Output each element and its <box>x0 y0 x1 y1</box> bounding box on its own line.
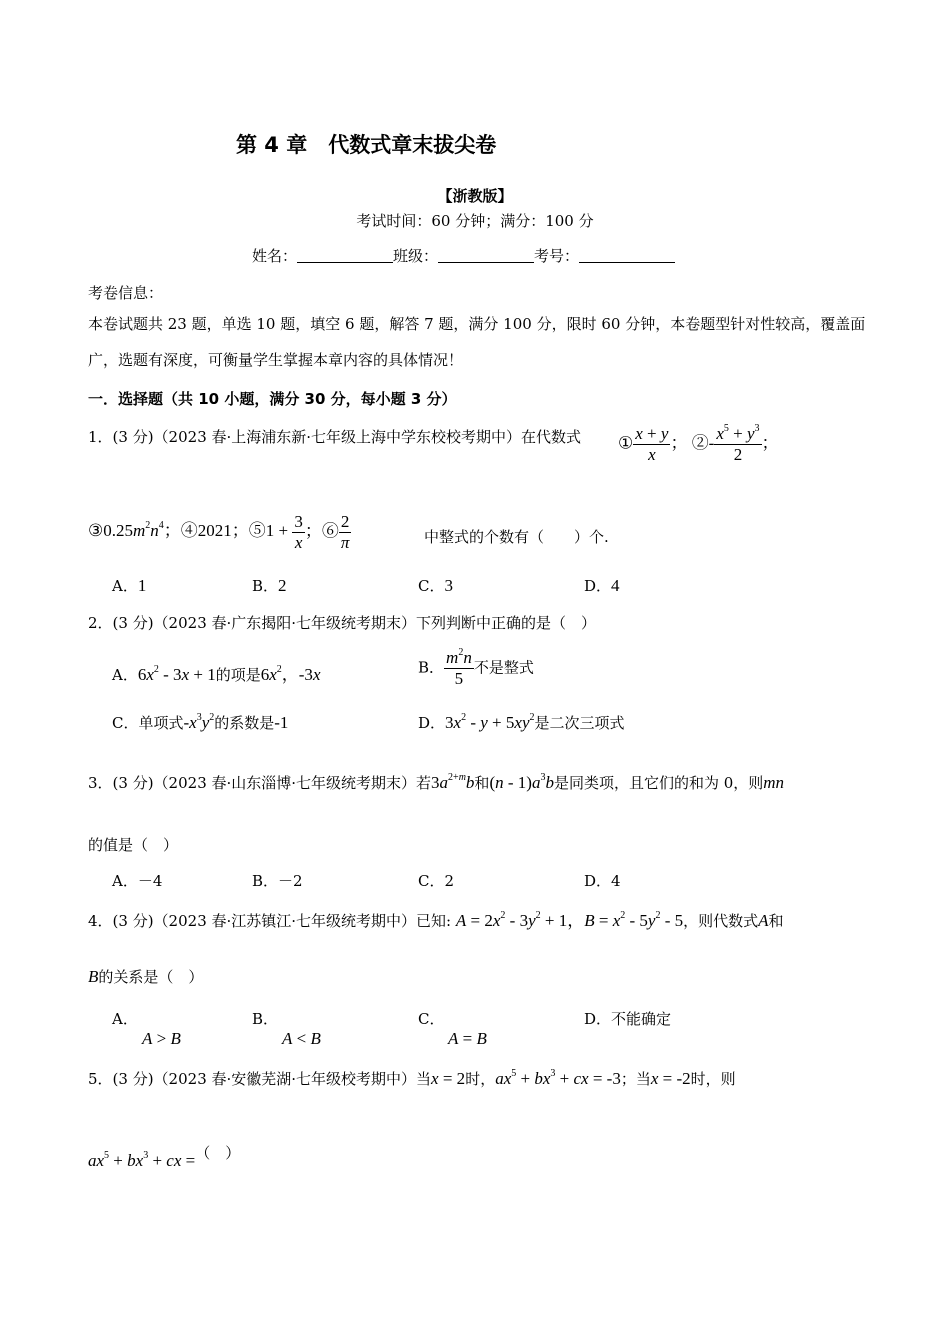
name-label: 姓名： <box>252 247 298 265</box>
q2-stem: 2．(3 分)（2023 春·广东揭阳·七年级统考期末）下列判断中正确的是（ ） <box>88 614 597 632</box>
q3-option-c[interactable]: C．2 <box>418 872 455 890</box>
q3-option-d[interactable]: D．4 <box>584 872 621 890</box>
q4-option-b[interactable]: B． A < B <box>252 1010 321 1048</box>
q1-option-b[interactable]: B．2 <box>252 576 287 595</box>
q4-option-c[interactable]: C． A = B <box>418 1010 487 1048</box>
class-field[interactable] <box>438 248 534 263</box>
q4-line2: B的关系是（ ） <box>88 967 204 986</box>
q2-option-a[interactable]: A．$6x^2 - 3x + 1$的项是$6x^2$，-3x <box>112 664 321 684</box>
number-label: 考号： <box>534 247 580 265</box>
q2-option-b[interactable]: B． $\frac{m^2n}{5}$ 不是整式 <box>418 647 534 688</box>
student-info-row <box>252 245 675 266</box>
q1-stem: 1．(3 分)（2023 春·上海浦东新·七年级上海中学东校校考期中）在代数式 <box>88 428 582 446</box>
q5-stem-line: 5．(3 分)（2023 春·安徽芜湖·七年级校考期中）当x = 2时，$ax^5 + bx^3$ + cx = -3；当x = -2时，则 <box>88 1068 736 1088</box>
page-title: 第 4 章 代数式章末拔尖卷 <box>236 133 497 157</box>
q2-option-c[interactable]: C．单项式$-x^3y^2$的系数是-1 <box>112 712 289 732</box>
q1-expr-1-2: ① $\frac{x + y}{x}$ ； ②- $\frac{x^5 + y^3}{2}$ ； <box>618 423 779 464</box>
q1-option-c[interactable]: C．3 <box>418 576 453 595</box>
q1-expr-3-6: $③0.25m^2n^4$；④2021；⑤1 + $\frac{3}{x}$ ；⑥ $\frac{2}{\pi}$ <box>88 512 350 552</box>
q2-option-d[interactable]: D．$3x^2 - y + 5xy^2$是二次三项式 <box>418 712 625 732</box>
name-field[interactable] <box>297 248 393 263</box>
q5-line2: $ax^5 + bx^3$ + cx =（ ） <box>88 1144 241 1170</box>
q1-tail: 中整式的个数有（ ）个. <box>424 528 609 546</box>
edition-label: 【浙教版】 <box>437 187 513 205</box>
q4-option-a[interactable]: A． A > B <box>112 1010 181 1048</box>
class-label: 班级： <box>393 247 439 265</box>
q4-stem-line: 4．(3 分)（2023 春·江苏镇江·七年级统考期中）已知: $A = 2x^2 - 3y^2 + 1$，$B = x^2 - 5y^2 - 5$，则代数式A和 <box>88 910 784 930</box>
q1-option-d[interactable]: D．4 <box>584 576 620 595</box>
info-label: 考卷信息： <box>88 284 164 302</box>
section-heading: 一．选择题（共 10 小题，满分 30 分，每小题 3 分） <box>88 390 457 408</box>
q3-option-b[interactable]: B．－2 <box>252 872 303 890</box>
q3-line2: 的值是（ ） <box>88 836 179 854</box>
exam-info: 考试时间：60 分钟；满分：100 分 <box>356 212 594 230</box>
q3-option-a[interactable]: A．－4 <box>112 872 163 890</box>
number-field[interactable] <box>579 248 675 263</box>
q4-option-d[interactable]: D．不能确定 <box>584 1010 672 1028</box>
info-description: 本卷试题共 23 题，单选 10 题，填空 6 题，解答 7 题，满分 100 分，限时 60 分钟，本卷题型针对性较高，覆盖面广，选题有深度，可衡量学生掌握本章内容的具体情况！ <box>88 315 866 369</box>
q3-stem-line: 3．(3 分)（2023 春·山东淄博·七年级统考期末）若$3a^{2+m}b$和$(n - 1)a^3b$是同类项，且它们的和为 0，则mn <box>88 772 785 792</box>
q1-option-a[interactable]: A．1 <box>112 576 147 595</box>
